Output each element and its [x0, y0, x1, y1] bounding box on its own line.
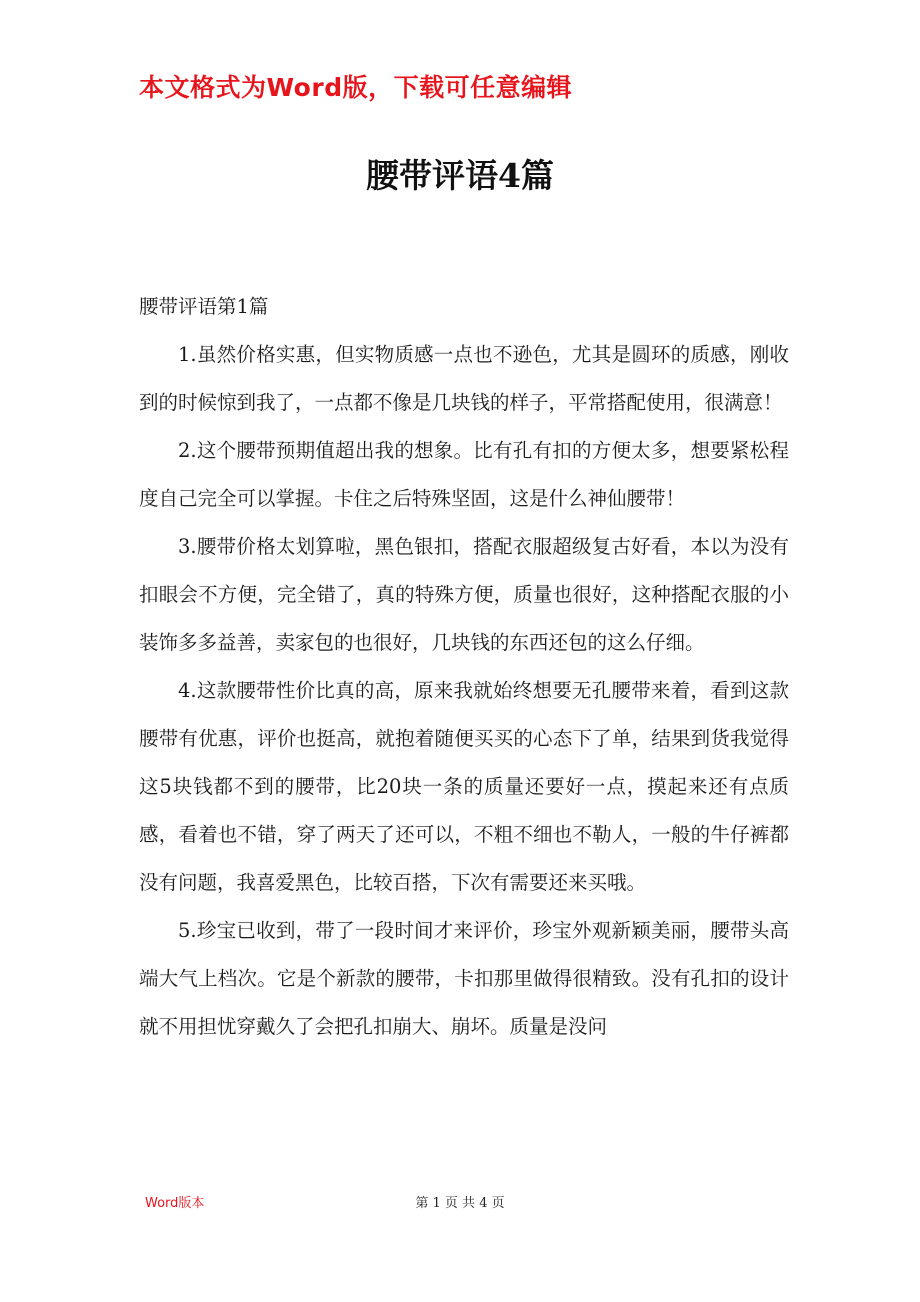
review-paragraph-3: 3.腰带价格太划算啦，黑色银扣，搭配衣服超级复古好看，本以为没有扣眼会不方便，完全错了，真的特殊方便，质量也很好，这种搭配衣服的小装饰多多益善，卖家包的也很好，几块钱的东西还包的这么仔细。 — [139, 535, 789, 654]
review-paragraph-5: 5.珍宝已收到，带了一段时间才来评价，珍宝外观新颖美丽，腰带头高端大气上档次。它是个新款的腰带，卡扣那里做得很精致。没有孔扣的设计就不用担忧穿戴久了会把孔扣崩大、崩坏。质量是没问 — [139, 919, 789, 1038]
review-paragraph-4: 4.这款腰带性价比真的高，原来我就始终想要无孔腰带来着，看到这款腰带有优惠，评价也挺高，就抱着随便买买的心态下了单，结果到货我觉得这5块钱都不到的腰带，比20块一条的质量还要好一点，摸起来还有点质感，看着也不错，穿了两天了还可以，不粗不细也不勒人，一般的牛仔裤都没有问题，我喜爱黑色，比较百搭，下次有需要还来买哦。 — [139, 679, 789, 894]
footer-word-version: Word版本 — [145, 1196, 205, 1211]
section-heading: 腰带评语第1篇 — [139, 295, 269, 318]
review-paragraph-2: 2.这个腰带预期值超出我的想象。比有孔有扣的方便太多，想要紧松程度自己完全可以掌握。卡住之后特殊坚固，这是什么神仙腰带！ — [139, 439, 789, 510]
document-title: 腰带评语4篇 — [366, 156, 554, 195]
review-paragraph-1: 1.虽然价格实惠，但实物质感一点也不逊色，尤其是圆环的质感，刚收到的时候惊到我了，一点都不像是几块钱的样子，平常搭配使用，很满意！ — [139, 343, 789, 414]
footer-page-indicator: 第 1 页 共 4 页 — [415, 1196, 505, 1211]
document-body — [139, 283, 789, 1051]
word-version-banner: 本文格式为Word版，下载可任意编辑 — [139, 73, 573, 102]
